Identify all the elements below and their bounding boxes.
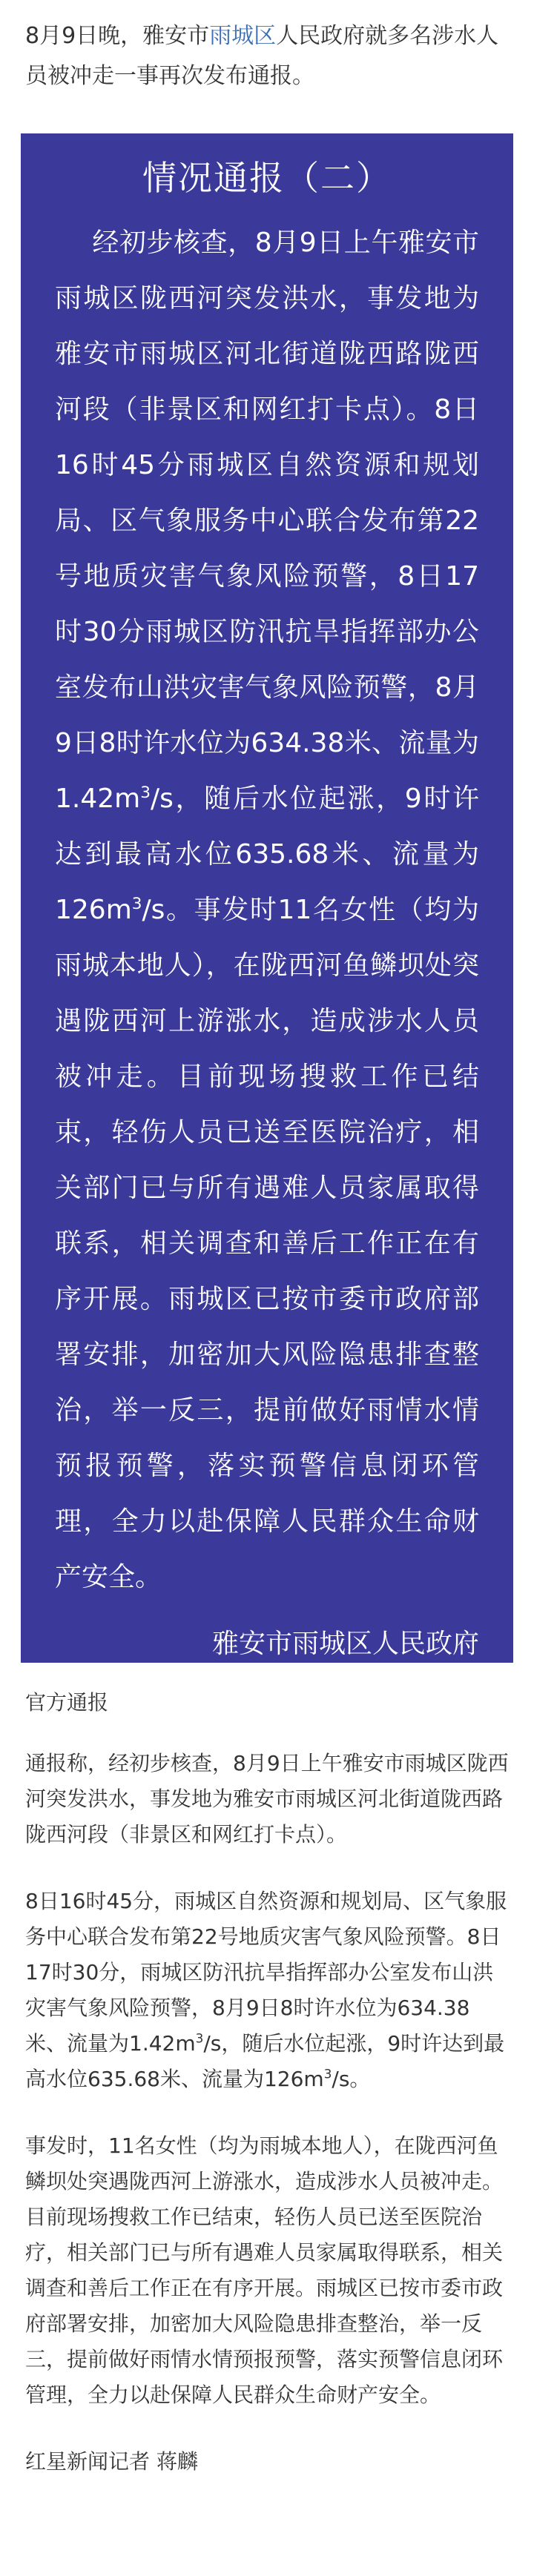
article-body — [25, 1746, 509, 2413]
article-paragraph-2 — [25, 1884, 509, 2097]
notice-body — [55, 215, 479, 1605]
image-caption: 官方通报 — [25, 1690, 109, 1715]
yucheng-district-link[interactable]: 雨城区 — [209, 23, 277, 49]
notice-superscript-1: 3 — [140, 784, 151, 802]
intro-text-after: 人民政府就多名涉水人员被冲走一事再次发布通报。 — [25, 23, 499, 89]
intro-text-before: 8月9日晚，雅安市 — [25, 23, 210, 49]
notice-signature: 雅安市雨城区人民政府 — [211, 1629, 479, 1659]
notice-superscript-2: 3 — [131, 895, 142, 913]
notice-body-part-1: 经初步核查，8月9日上午雅安市雨城区陇西河突发洪水，事发地为雅安市雨城区河北街道陇西路陇西河段（非景区和网红打卡点）。8日16时45分雨城区自然资源和规划局、区气象服务中心联合发布第22号地质灾害气象风险预警，8日17时30分雨城区防汛抗旱指挥部办公室发布山洪灾害气象风险预警，8月9日8时许水位为634.38米、流量为1.42m — [55, 228, 479, 814]
notice-date: 2023年8月9日 — [297, 1694, 479, 1724]
article-superscript-1: 3 — [195, 2030, 204, 2046]
article-paragraph-3: 事发时，11名女性（均为雨城本地人），在陇西河鱼鳞坝处突遇陇西河上游涨水，造成涉水人员被冲走。目前现场搜救工作已结束，轻伤人员已送至医院治疗，相关部门已与所有遇难人员家属取得联系，相关调查和善后工作正在有序开展。雨城区已按市委市政府部署安排，加密加大风险隐患排查整治，举一反三，提前做好雨情水情预报预警，落实预警信息闭环管理，全力以赴保障人民群众生命财产安全。 — [25, 2133, 504, 2407]
article-p2-part-1: 8日16时45分，雨城区自然资源和规划局、区气象服务中心联合发布第22号地质灾害气象风险预警。8日17时30分，雨城区防汛抗旱指挥部办公室发布山洪灾害气象风险预警，8月9日8时许水位为634.38米、流量为1.42m — [25, 1889, 507, 2056]
article-paragraph-1: 通报称，经初步核查，8月9日上午雅安市雨城区陇西河突发洪水，事发地为雅安市雨城区河北街道陇西路陇西河段（非景区和网红打卡点）。 — [25, 1751, 509, 1847]
intro-paragraph — [25, 16, 509, 96]
notice-body-part-3: /s。事发时11名女性（均为雨城本地人），在陇西河鱼鳞坝处突遇陇西河上游涨水，造成涉水人员被冲走。目前现场搜救工作已结束，轻伤人员已送至医院治疗，相关部门已与所有遇难人员家属取得联系，相关调查和善后工作正在有序开展。雨城区已按市委市政府部署安排，加密加大风险隐患排查整治，举一反三，提前做好雨情水情预报预警，落实预警信息闭环管理，全力以赴保障人民群众生命财产安全。 — [55, 895, 479, 1592]
article-superscript-2: 3 — [323, 2066, 332, 2082]
notice-title: 情况通报（二） — [142, 158, 392, 198]
article-p2-part-2: /s，随后水位起涨，9时许达到最高水位635.68米、流量为126m — [25, 2031, 505, 2091]
article-p2-part-3: /s。 — [332, 2067, 371, 2091]
reporter-credit: 红星新闻记者 蒋麟 — [25, 2449, 198, 2474]
notice-body-part-2: /s，随后水位起涨，9时许达到最高水位635.68米、流量为126m — [55, 784, 479, 925]
